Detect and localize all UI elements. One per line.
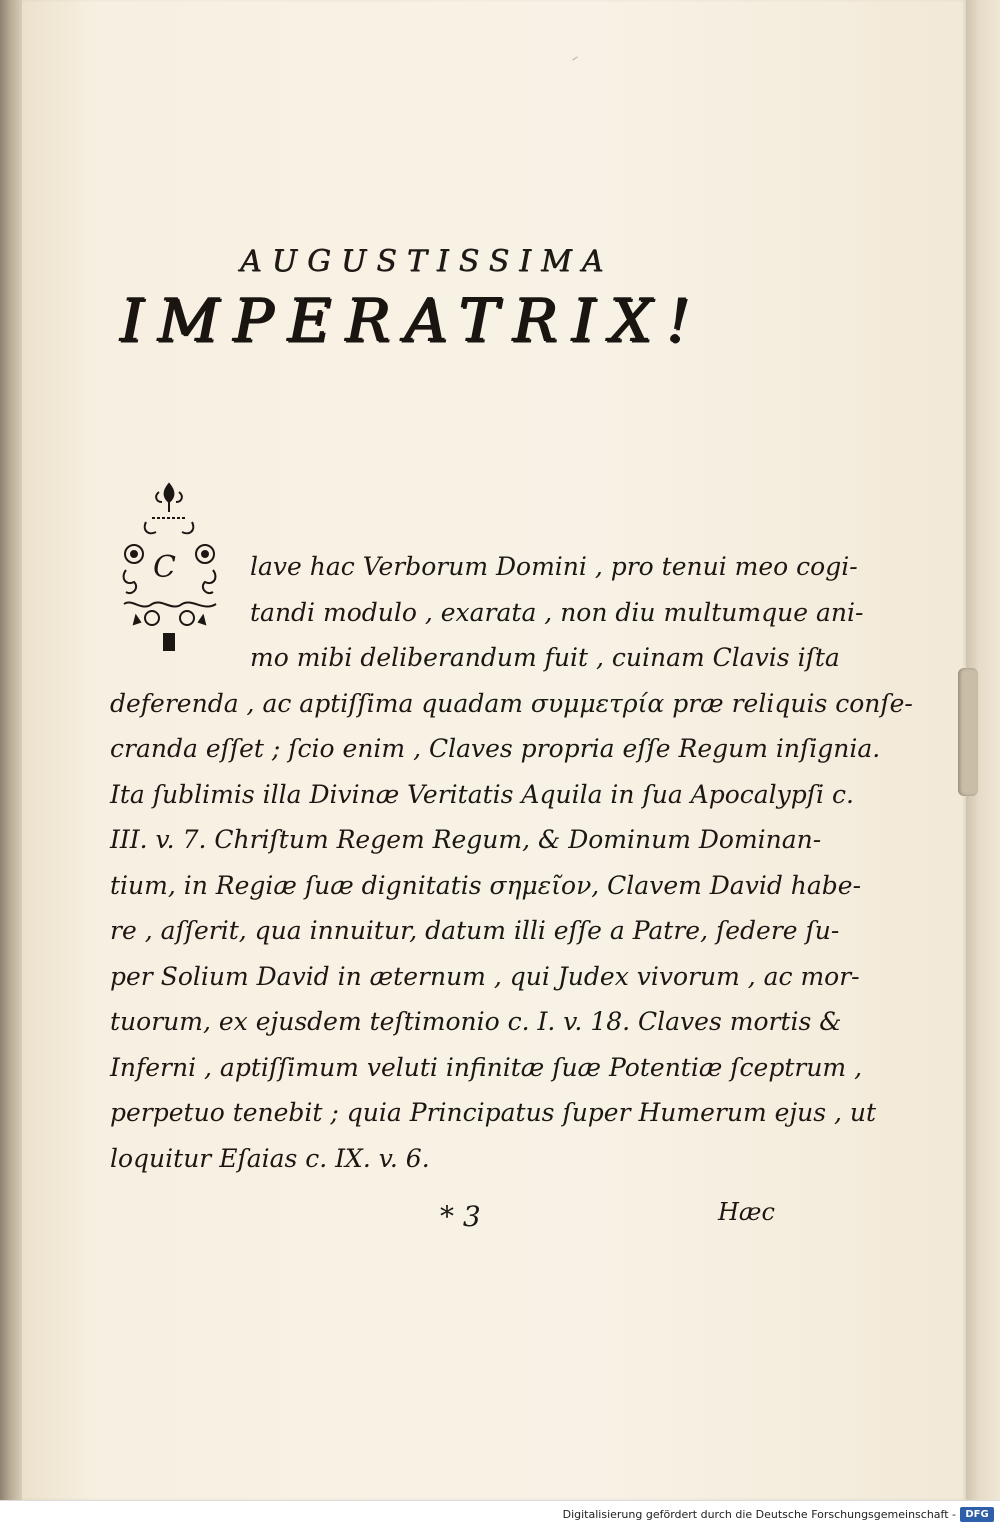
body-text (110, 544, 913, 1181)
text-line: mo mibi deliberandum fuit , cuinam Clavis iſta (250, 643, 840, 672)
dfg-logo-icon: DFG (960, 1507, 994, 1522)
heading-line-2: IMPERATRIX! (120, 286, 705, 356)
heading-line-1: AUGUSTISSIMA (240, 244, 614, 279)
text-line: deferenda , ac aptiſſima quadam συμμετρία præ reliquis conſe- (110, 688, 913, 718)
text-line: tandi modulo , exarata , non diu multumque ani- (250, 597, 864, 627)
text-line: lave hac Verborum Domini , pro tenui meo cogi- (250, 552, 858, 581)
text-line: perpetuo tenebit ; quia Principatus ſuper Humerum ejus , ut (110, 1098, 877, 1127)
book-spine (0, 0, 24, 1500)
text-line: tium, in Regiæ ſuæ dignitatis σημεῖον, Clavem David habe- (110, 870, 862, 900)
signature-mark: * 3 (440, 1200, 481, 1233)
footer-bar (0, 1500, 1000, 1529)
text-line: Inferni , aptiſſimum veluti infinitæ ſuæ Potentiæ ſceptrum , (110, 1052, 863, 1082)
text-line: re , aſſerit, qua innuitur, datum illi eſſe a Patre, ſedere ſu- (110, 916, 840, 945)
catchword: Hæc (718, 1198, 775, 1226)
text-line: Ita ſublimis illa Divinæ Veritatis Aquila in ſua Apocalypſi c. (110, 779, 854, 809)
text-line: loquitur Eſaias c. IX. v. 6. (110, 1143, 430, 1173)
drop-cap: C (153, 550, 176, 585)
text-line: cranda eſſet ; ſcio enim , Claves propria eſſe Regum inſignia. (110, 734, 881, 763)
text-line: per Solium David in æternum , qui Judex vivorum , ac mor- (110, 961, 860, 991)
page-tab (958, 668, 978, 796)
text-line: tuorum, ex ejusdem teſtimonio c. I. v. 18. Claves mortis & (110, 1007, 842, 1036)
text-line: III. v. 7. Chriſtum Regem Regum, & Dominum Dominan- (110, 825, 822, 854)
funding-credit: Digitalisierung gefördert durch die Deutsche Forschungsgemeinschaft - (562, 1508, 956, 1521)
